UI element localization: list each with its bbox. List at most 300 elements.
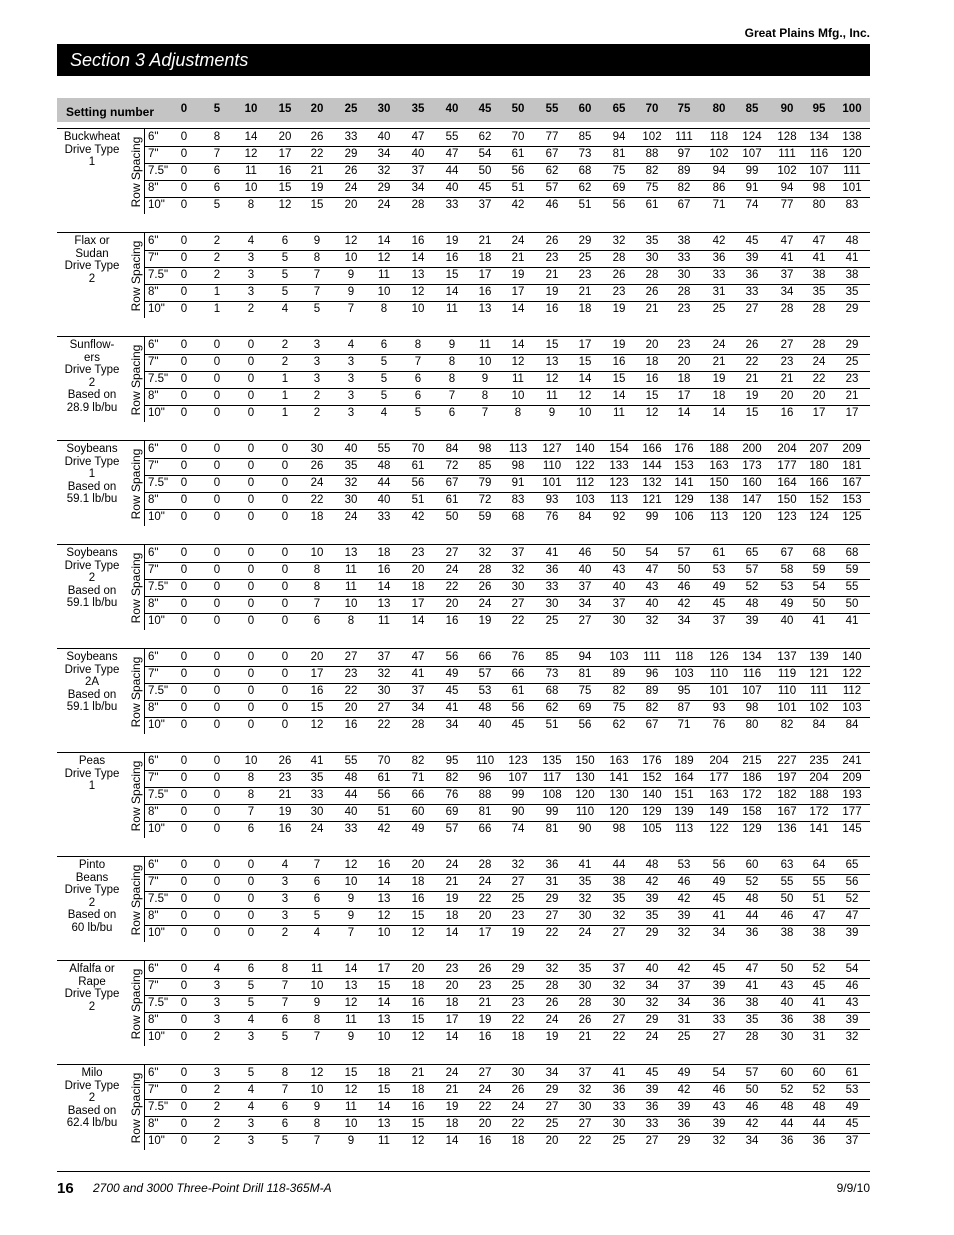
table-cell: 150 [709, 477, 729, 489]
table-body [57, 129, 870, 1150]
row-spacing-value: 7.5" [144, 787, 169, 804]
table-cell: 82 [780, 719, 794, 731]
table-cell: 10 [344, 598, 358, 610]
table-cell: 37 [578, 1067, 592, 1079]
table-cell: 10 [244, 755, 258, 767]
table-cell: 30 [578, 1101, 592, 1113]
table-cell: 11 [378, 615, 390, 627]
table-cell: 0 [213, 373, 221, 385]
table-cell: 37 [478, 199, 492, 211]
table-cell: 40 [645, 963, 659, 975]
table-cell: 10 [411, 303, 425, 315]
table-cell: 18 [377, 547, 391, 559]
table-cell: 6 [448, 407, 456, 419]
table-cell: 8 [347, 615, 355, 627]
table-row [144, 579, 870, 597]
table-cell: 7 [313, 859, 321, 871]
table-cell: 118 [674, 651, 694, 663]
table-cell: 29 [344, 148, 358, 160]
table-cell: 44 [445, 165, 459, 177]
table-cell: 34 [411, 182, 425, 194]
table-cell: 77 [545, 131, 559, 143]
table-cell: 0 [180, 1067, 188, 1079]
table-cell: 28 [812, 339, 826, 351]
table-cell: 12 [377, 252, 391, 264]
crop-label [57, 859, 127, 934]
table-cell: 20 [478, 910, 492, 922]
table-cell: 49 [712, 581, 726, 593]
table-cell: 27 [612, 1014, 626, 1026]
table-cell: 18 [445, 910, 459, 922]
table-cell: 60 [812, 1067, 826, 1079]
crop-label-line: Drive Type [64, 455, 120, 468]
table-cell: 66 [511, 668, 525, 680]
table-cell: 7 [313, 598, 321, 610]
table-cell: 49 [780, 598, 794, 610]
table-cell: 34 [411, 702, 425, 714]
table-cell: 5 [380, 390, 388, 402]
table-cell: 25 [578, 252, 592, 264]
table-cell: 48 [377, 460, 391, 472]
table-cell: 0 [247, 407, 255, 419]
table-cell: 54 [645, 547, 659, 559]
table-cell: 0 [180, 443, 188, 455]
table-cell: 55 [344, 755, 358, 767]
seed-rate-table [57, 98, 870, 1150]
row-spacing-value: 10" [144, 717, 169, 734]
table-cell: 40 [377, 494, 391, 506]
table-cell: 25 [545, 1118, 559, 1130]
table-cell: 53 [780, 581, 794, 593]
table-cell: 25 [511, 893, 525, 905]
table-cell: 8 [313, 581, 321, 593]
table-cell: 4 [347, 339, 355, 351]
table-cell: 24 [478, 598, 492, 610]
table-cell: 0 [281, 511, 289, 523]
table-cell: 0 [213, 772, 221, 784]
row-spacing-value: 6" [144, 857, 169, 874]
table-cell: 53 [478, 685, 492, 697]
table-cell: 21 [511, 252, 525, 264]
table-cell: 47 [745, 963, 759, 975]
table-cell: 36 [745, 927, 759, 939]
table-cell: 24 [310, 477, 324, 489]
table-cell: 45 [745, 235, 759, 247]
table-cell: 17 [445, 1014, 459, 1026]
setting-number-label: Setting number [66, 105, 155, 119]
row-spacing-value: 8" [144, 180, 169, 197]
table-cell: 20 [278, 131, 292, 143]
table-cell: 52 [780, 1084, 794, 1096]
table-cell: 0 [180, 789, 188, 801]
table-cell: 3 [247, 1031, 255, 1043]
company-name: Great Plains Mfg., Inc. [744, 26, 870, 40]
table-cell: 29 [677, 1135, 691, 1147]
table-cell: 129 [742, 823, 762, 835]
table-cell: 0 [281, 719, 289, 731]
table-cell: 18 [478, 252, 492, 264]
table-cell: 44 [377, 477, 391, 489]
row-spacing-value: 6" [144, 337, 169, 354]
table-cell: 10 [377, 286, 391, 298]
table-cell: 14 [445, 927, 459, 939]
table-cell: 188 [709, 443, 729, 455]
table-cell: 0 [213, 823, 221, 835]
table-cell: 0 [213, 789, 221, 801]
table-cell: 2 [313, 390, 321, 402]
table-cell: 16 [278, 823, 292, 835]
table-cell: 34 [445, 719, 459, 731]
table-cell: 110 [777, 685, 797, 697]
table-cell: 67 [445, 477, 459, 489]
table-cell: 50 [478, 165, 492, 177]
table-cell: 96 [645, 668, 659, 680]
table-cell: 41 [445, 702, 459, 714]
table-cell: 0 [247, 910, 255, 922]
table-cell: 24 [511, 235, 525, 247]
table-cell: 20 [445, 598, 459, 610]
table-cell: 76 [712, 719, 726, 731]
table-cell: 97 [677, 148, 691, 160]
block-divider [57, 318, 870, 337]
table-cell: 3 [347, 356, 355, 368]
table-cell: 110 [575, 806, 595, 818]
table-cell: 41 [310, 755, 324, 767]
table-cell: 73 [578, 148, 592, 160]
table-cell: 204 [809, 772, 829, 784]
table-cell: 28 [478, 859, 492, 871]
document-title: 2700 and 3000 Three-Point Drill 118-365M-A [93, 1181, 332, 1195]
row-spacing-value: 10" [144, 821, 169, 838]
table-cell: 57 [745, 1067, 759, 1079]
table-cell: 48 [645, 859, 659, 871]
table-cell: 4 [281, 859, 289, 871]
table-cell: 63 [780, 859, 794, 871]
table-cell: 15 [377, 980, 391, 992]
table-cell: 31 [545, 876, 559, 888]
row-spacing-value: 7.5" [144, 267, 169, 284]
crop-label-line: Milo [81, 1067, 103, 1079]
table-cell: 23 [478, 980, 492, 992]
table-cell: 21 [780, 373, 794, 385]
table-cell: 204 [777, 443, 797, 455]
table-row [144, 753, 870, 771]
table-cell: 0 [180, 356, 188, 368]
table-cell: 12 [511, 356, 525, 368]
table-cell: 57 [677, 547, 691, 559]
table-cell: 36 [545, 859, 559, 871]
page-number: 16 [57, 1180, 74, 1197]
table-cell: 4 [247, 1014, 255, 1026]
table-cell: 0 [247, 598, 255, 610]
table-cell: 27 [545, 910, 559, 922]
table-cell: 71 [411, 772, 425, 784]
table-cell: 30 [310, 806, 324, 818]
table-cell: 12 [344, 235, 358, 247]
table-row [144, 458, 870, 476]
column-header: 45 [478, 103, 492, 115]
table-cell: 15 [411, 1118, 425, 1130]
table-cell: 14 [445, 1031, 459, 1043]
table-cell: 12 [545, 373, 559, 385]
row-spacing-value: 10" [144, 1133, 169, 1150]
table-cell: 122 [842, 668, 862, 680]
table-cell: 102 [642, 131, 662, 143]
table-cell: 147 [742, 494, 762, 506]
table-cell: 17 [377, 963, 391, 975]
table-cell: 177 [709, 772, 729, 784]
table-cell: 45 [645, 1067, 659, 1079]
table-cell: 7 [281, 997, 289, 1009]
table-cell: 56 [445, 651, 459, 663]
footer-rule [57, 1171, 870, 1172]
table-cell: 23 [677, 303, 691, 315]
table-cell: 0 [180, 997, 188, 1009]
row-spacing-value: 7" [144, 874, 169, 891]
table-cell: 49 [677, 1067, 691, 1079]
table-cell: 44 [612, 859, 626, 871]
table-cell: 53 [712, 564, 726, 576]
table-cell: 103 [575, 494, 595, 506]
table-cell: 6 [213, 182, 221, 194]
table-cell: 7 [247, 806, 255, 818]
table-cell: 44 [812, 1118, 826, 1130]
table-cell: 3 [313, 356, 321, 368]
table-cell: 120 [842, 148, 862, 160]
table-cell: 33 [712, 269, 726, 281]
table-cell: 23 [578, 269, 592, 281]
table-cell: 21 [310, 165, 324, 177]
table-cell: 177 [777, 460, 797, 472]
table-cell: 39 [745, 252, 759, 264]
table-cell: 23 [411, 547, 425, 559]
table-cell: 130 [609, 789, 629, 801]
crop-label-line: Drive Type [64, 884, 120, 896]
table-cell: 113 [508, 443, 528, 455]
table-cell: 23 [278, 772, 292, 784]
table-cell: 9 [347, 286, 355, 298]
table-cell: 14 [612, 390, 626, 402]
table-cell: 41 [812, 252, 826, 264]
table-cell: 12 [344, 859, 358, 871]
table-cell: 11 [345, 564, 357, 576]
crop-block [57, 129, 870, 214]
table-cell: 113 [674, 823, 694, 835]
table-cell: 241 [842, 755, 862, 767]
table-cell: 132 [642, 477, 662, 489]
table-cell: 57 [745, 564, 759, 576]
table-cell: 163 [609, 755, 629, 767]
table-cell: 67 [645, 719, 659, 731]
table-cell: 30 [511, 1067, 525, 1079]
table-cell: 0 [180, 131, 188, 143]
table-cell: 9 [313, 1101, 321, 1113]
crop-label-line: 60 lb/bu [71, 921, 113, 934]
table-cell: 8 [313, 564, 321, 576]
table-row [144, 163, 870, 181]
table-cell: 18 [411, 876, 425, 888]
column-header: 95 [812, 103, 826, 115]
table-cell: 45 [812, 980, 826, 992]
table-cell: 44 [745, 910, 759, 922]
table-cell: 32 [377, 165, 391, 177]
table-cell: 44 [780, 1118, 794, 1130]
table-cell: 7 [347, 303, 355, 315]
table-cell: 9 [347, 1031, 355, 1043]
table-cell: 18 [578, 303, 592, 315]
table-cell: 72 [478, 494, 492, 506]
table-cell: 69 [445, 806, 459, 818]
crop-block [57, 545, 870, 630]
table-cell: 57 [545, 182, 559, 194]
table-cell: 1 [213, 303, 221, 315]
table-row [144, 978, 870, 996]
table-cell: 22 [344, 685, 358, 697]
table-cell: 103 [609, 651, 629, 663]
table-cell: 20 [545, 1135, 559, 1147]
table-cell: 7 [281, 1084, 289, 1096]
table-cell: 16 [612, 356, 626, 368]
table-cell: 17 [411, 598, 425, 610]
table-cell: 86 [712, 182, 726, 194]
table-cell: 0 [213, 755, 221, 767]
table-cell: 52 [745, 581, 759, 593]
table-cell: 98 [612, 823, 626, 835]
table-cell: 20 [812, 390, 826, 402]
table-cell: 123 [609, 477, 629, 489]
table-cell: 0 [281, 564, 289, 576]
table-cell: 0 [281, 598, 289, 610]
table-cell: 48 [780, 1101, 794, 1113]
table-cell: 23 [845, 373, 859, 385]
table-cell: 77 [780, 199, 794, 211]
table-cell: 34 [677, 615, 691, 627]
table-cell: 22 [511, 615, 525, 627]
table-row [144, 180, 870, 198]
table-cell: 5 [281, 1031, 289, 1043]
table-cell: 94 [712, 165, 726, 177]
table-cell: 18 [511, 1031, 525, 1043]
table-cell: 35 [645, 910, 659, 922]
table-cell: 19 [511, 927, 525, 939]
table-cell: 9 [347, 269, 355, 281]
table-cell: 32 [845, 1031, 859, 1043]
table-cell: 0 [213, 702, 221, 714]
table-cell: 0 [213, 581, 221, 593]
table-cell: 172 [742, 789, 762, 801]
table-cell: 3 [213, 1067, 221, 1079]
table-cell: 30 [612, 1118, 626, 1130]
row-spacing-value: 6" [144, 753, 169, 770]
table-cell: 23 [612, 286, 626, 298]
table-cell: 31 [812, 1031, 826, 1043]
table-cell: 48 [745, 598, 759, 610]
table-cell: 0 [180, 859, 188, 871]
table-cell: 133 [609, 460, 629, 472]
table-cell: 0 [247, 511, 255, 523]
table-cell: 8 [481, 390, 489, 402]
table-cell: 0 [180, 339, 188, 351]
table-cell: 121 [809, 668, 829, 680]
row-spacing-axis-label [127, 441, 144, 526]
table-cell: 0 [180, 373, 188, 385]
table-cell: 30 [645, 252, 659, 264]
table-cell: 4 [380, 407, 388, 419]
row-spacing-value: 8" [144, 492, 169, 509]
table-cell: 29 [545, 893, 559, 905]
table-cell: 177 [842, 806, 862, 818]
table-cell: 101 [777, 702, 797, 714]
row-spacing-value: 7" [144, 666, 169, 683]
table-cell: 31 [677, 1014, 691, 1026]
table-cell: 37 [377, 651, 391, 663]
table-cell: 117 [542, 772, 562, 784]
table-cell: 22 [812, 373, 826, 385]
crop-label [57, 1067, 127, 1130]
table-row [144, 821, 870, 838]
table-cell: 62 [545, 702, 559, 714]
row-spacing-value: 7.5" [144, 579, 169, 596]
table-cell: 5 [247, 980, 255, 992]
table-cell: 33 [712, 1014, 726, 1026]
table-cell: 61 [712, 547, 726, 559]
table-cell: 62 [612, 719, 626, 731]
crop-label-line: Drive Type [64, 143, 120, 156]
table-cell: 66 [478, 651, 492, 663]
table-cell: 34 [545, 1067, 559, 1079]
table-cell: 0 [247, 494, 255, 506]
table-cell: 88 [478, 789, 492, 801]
table-cell: 46 [578, 547, 592, 559]
table-cell: 19 [445, 235, 459, 247]
table-cell: 14 [377, 581, 391, 593]
table-cell: 6 [414, 390, 422, 402]
table-cell: 7 [481, 407, 489, 419]
row-spacing-text: Row Spacing [128, 760, 143, 831]
table-cell: 26 [310, 131, 324, 143]
table-row [144, 267, 870, 285]
table-cell: 26 [745, 339, 759, 351]
row-spacing-value: 10" [144, 613, 169, 630]
row-spacing-value: 10" [144, 301, 169, 318]
table-cell: 0 [213, 893, 221, 905]
crop-label-line: Drive Type [64, 767, 120, 780]
table-row [144, 1133, 870, 1150]
crop-label-line: Pinto [78, 859, 106, 871]
table-cell: 204 [709, 755, 729, 767]
table-cell: 29 [578, 235, 592, 247]
row-spacing-value: 10" [144, 1029, 169, 1046]
crop-block [57, 649, 870, 734]
table-cell: 176 [674, 443, 694, 455]
table-cell: 55 [780, 876, 794, 888]
table-cell: 34 [677, 997, 691, 1009]
table-cell: 0 [180, 286, 188, 298]
table-cell: 5 [380, 356, 388, 368]
table-row [144, 683, 870, 701]
table-cell: 47 [845, 910, 859, 922]
table-row [144, 388, 870, 406]
table-cell: 19 [445, 893, 459, 905]
table-cell: 38 [745, 997, 759, 1009]
table-cell: 32 [511, 859, 525, 871]
table-cell: 188 [809, 789, 829, 801]
table-row [144, 441, 870, 459]
row-spacing-value: 6" [144, 233, 169, 250]
table-row [144, 354, 870, 372]
table-cell: 0 [213, 927, 221, 939]
table-cell: 128 [777, 131, 797, 143]
